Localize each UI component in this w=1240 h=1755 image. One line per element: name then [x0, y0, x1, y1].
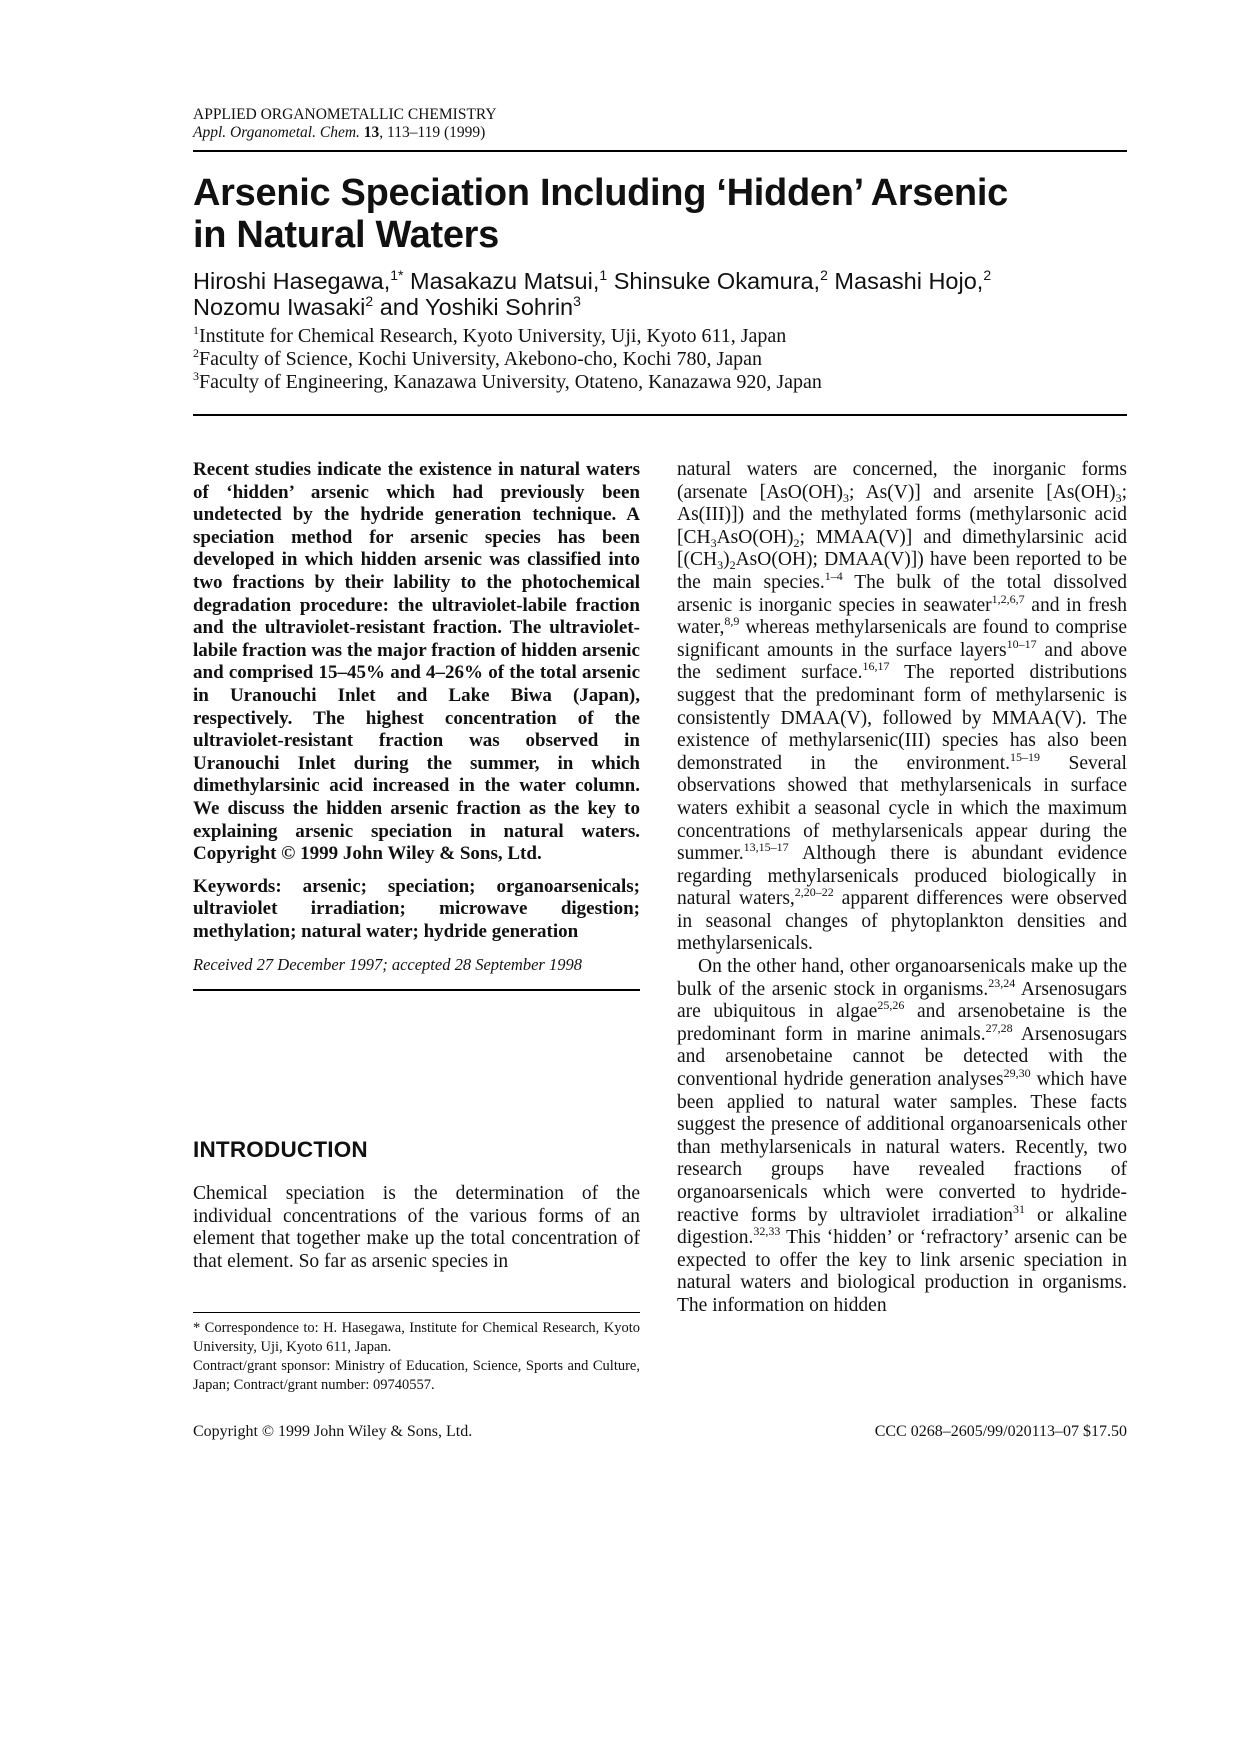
footer-ccc-code: CCC 0268–2605/99/020113–07 $17.50: [874, 1423, 1127, 1440]
reference-link[interactable]: 16,17: [862, 659, 890, 674]
abstract: Recent studies indicate the existence in natural waters of ‘hidden’ arsenic which had previously been undetected by the hydride generation technique. A speciation method for arsenic species has been developed in which hidden arsenic was classified into two fractions by their lability to the photochemical degradation procedure: the ultraviolet-labile fraction and the ultraviolet-resistant fraction. The ultraviolet-labile fraction was the major fraction of hidden arsenic and comprised 15–45% and 4–26% of the total arsenic in Uranouchi Inlet and Lake Biwa (Japan), respectively. The highest concentration of the ultraviolet-resistant fraction was observed in Uranouchi Inlet during the summer, in which dimethylarsinic acid increased in the water column. We discuss the hidden arsenic fraction as the key to explaining arsenic speciation in natural waters. Copyright © 1999 John Wiley & Sons, Ltd.: [193, 459, 640, 865]
introduction-paragraph: Chemical speciation is the determination of the individual concentrations of the various forms of an element that together make up the total concentration of that element. So far as arsenic species in: [193, 1183, 640, 1272]
reference-link[interactable]: 32,33: [753, 1224, 781, 1239]
journal-name: APPLIED ORGANOMETALLIC CHEMISTRY: [193, 106, 497, 123]
reference-link[interactable]: 15–19: [1010, 749, 1040, 764]
footnote-rule: [193, 1312, 640, 1313]
received-date: Received 27 December 1997; accepted 28 September 1998: [193, 955, 582, 975]
body-paragraph: On the other hand, other organoarsenicals make up the bulk of the arsenic stock in organisms.$^{23,24}$ Arsenosugars are ubiquitous in algae$^{25,26}$ and arsenobetaine is the predominant form in marine animals.$^{27,28}$ Arsenosugars and arsenobetaine cannot be detected with the conventional hydride generation analyses$^{29,30}$ which have been applied to natural water samples. These facts suggest the presence of additional organoarsenicals other than methylarsenicals in natural waters. Recently, two research groups have revealed fractions of organoarsenicals which were converted to hydride-reactive forms by ultraviolet irradiation$^{31}$ or alkaline digestion.$^{32,33}$ This ‘hidden’ or ‘refractory’ arsenic can be expected to offer the key to link arsenic speciation in natural waters and biological production in organisms. The information on hidden: [677, 956, 1128, 1316]
reference-link[interactable]: 23,24: [988, 975, 1016, 990]
affiliation: $^3$Faculty of Engineering, Kanazawa University, Otateno, Kanazawa 920, Japan: [193, 369, 822, 393]
abstract-rule: [193, 989, 640, 991]
author: Nozomu Iwasaki: [193, 294, 366, 320]
author: Shinsuke Okamura,: [613, 268, 821, 294]
footer-copyright: Copyright © 1999 John Wiley & Sons, Ltd.: [193, 1423, 473, 1440]
reference-link[interactable]: 27,28: [985, 1020, 1013, 1035]
reference-link[interactable]: 2,20–22: [794, 885, 834, 900]
affiliation-list: [193, 325, 822, 394]
affiliation: $^2$Faculty of Science, Kochi University, Akebono-cho, Kochi 780, Japan: [193, 346, 763, 370]
journal-header: [193, 106, 497, 142]
left-column: [193, 459, 640, 991]
journal-citation: Appl. Organometal. Chem. 13, 113–119 (1999): [193, 124, 486, 141]
affiliation: $^1$Institute for Chemical Research, Kyoto University, Uji, Kyoto 611, Japan: [193, 323, 787, 347]
author-list: Hiroshi Hasegawa,$^{1*}$ Masakazu Matsui,$^1$ Shinsuke Okamura,$^2$ Masashi Hojo,$^2$ Nozomu Iwasaki$^2$ and Yoshiki Sohrin$^3$: [193, 267, 992, 320]
footnotes: [193, 1319, 640, 1395]
right-column: [677, 459, 1127, 1318]
reference-link[interactable]: 29,30: [1003, 1066, 1031, 1081]
reference-link[interactable]: 13,15–17: [743, 840, 789, 855]
reference-link[interactable]: 8,9: [724, 614, 740, 629]
correspondence-note: * Correspondence to: H. Hasegawa, Institute for Chemical Research, Kyoto University, Uji, Kyoto 611, Japan.: [193, 1320, 640, 1355]
reference-link[interactable]: 25,26: [877, 998, 905, 1013]
author: Masakazu Matsui,: [410, 268, 600, 294]
section-rule: [193, 414, 1127, 416]
author: Masashi Hojo,: [834, 268, 984, 294]
grant-note: Contract/grant sponsor: Ministry of Education, Science, Sports and Culture, Japan; Contract/grant number: 09740557.: [193, 1358, 640, 1393]
keywords: Keywords: arsenic; speciation; organoarsenicals; ultraviolet irradiation; microwave digestion; methylation; natural water; hydride generation: [193, 875, 640, 942]
reference-link[interactable]: 1–4: [824, 568, 843, 583]
article-title: Arsenic Speciation Including ‘Hidden’ Arsenic in Natural Waters: [193, 172, 1008, 256]
author: and Yoshiki Sohrin: [379, 294, 574, 320]
body-paragraph: natural waters are concerned, the inorganic forms (arsenate [$AsO(OH)_3$; As(V)] and arsenite [$As(OH)_3$; As(III)]) and the methylated forms (methylarsonic acid [$CH_3AsO(OH)_2$; MMAA(V)] and dimethylarsinic acid [$(CH_3)_2AsO(OH)$; DMAA(V)]) have been reported to be the main species.$^{1-4}$ The bulk of the total dissolved arsenic is inorganic species in seawater$^{1,2,6,7}$ and in fresh water,$^{8,9}$ whereas methylarsenicals are found to comprise significant amounts in the surface layers$^{10-17}$ and above the sediment surface.$^{16,17}$ The reported distributions suggest that the predominant form of methylarsenic is consistently DMAA(V), followed by MMAA(V). The existence of methylarsenic(III) species has also been demonstrated in the environment.$^{15-19}$ Several observations showed that methylarsenicals in surface waters exhibit a seasonal cycle in which the maximum concentrations of methylarsenicals appear during the summer.$^{13,15-17}$ Although there is abundant evidence regarding methylarsenicals produced biologically in natural waters,$^{2,20-22}$ apparent differences were observed in seasonal changes of phytoplankton densities and methylarsenicals.: [677, 459, 1128, 955]
header-rule: [193, 150, 1127, 152]
reference-link[interactable]: 31: [1013, 1201, 1026, 1216]
reference-link[interactable]: 10–17: [1006, 636, 1037, 651]
author: Hiroshi Hasegawa,: [193, 268, 391, 294]
section-heading-introduction: INTRODUCTION: [193, 1137, 368, 1162]
reference-link[interactable]: 1,2,6,7: [991, 591, 1025, 606]
